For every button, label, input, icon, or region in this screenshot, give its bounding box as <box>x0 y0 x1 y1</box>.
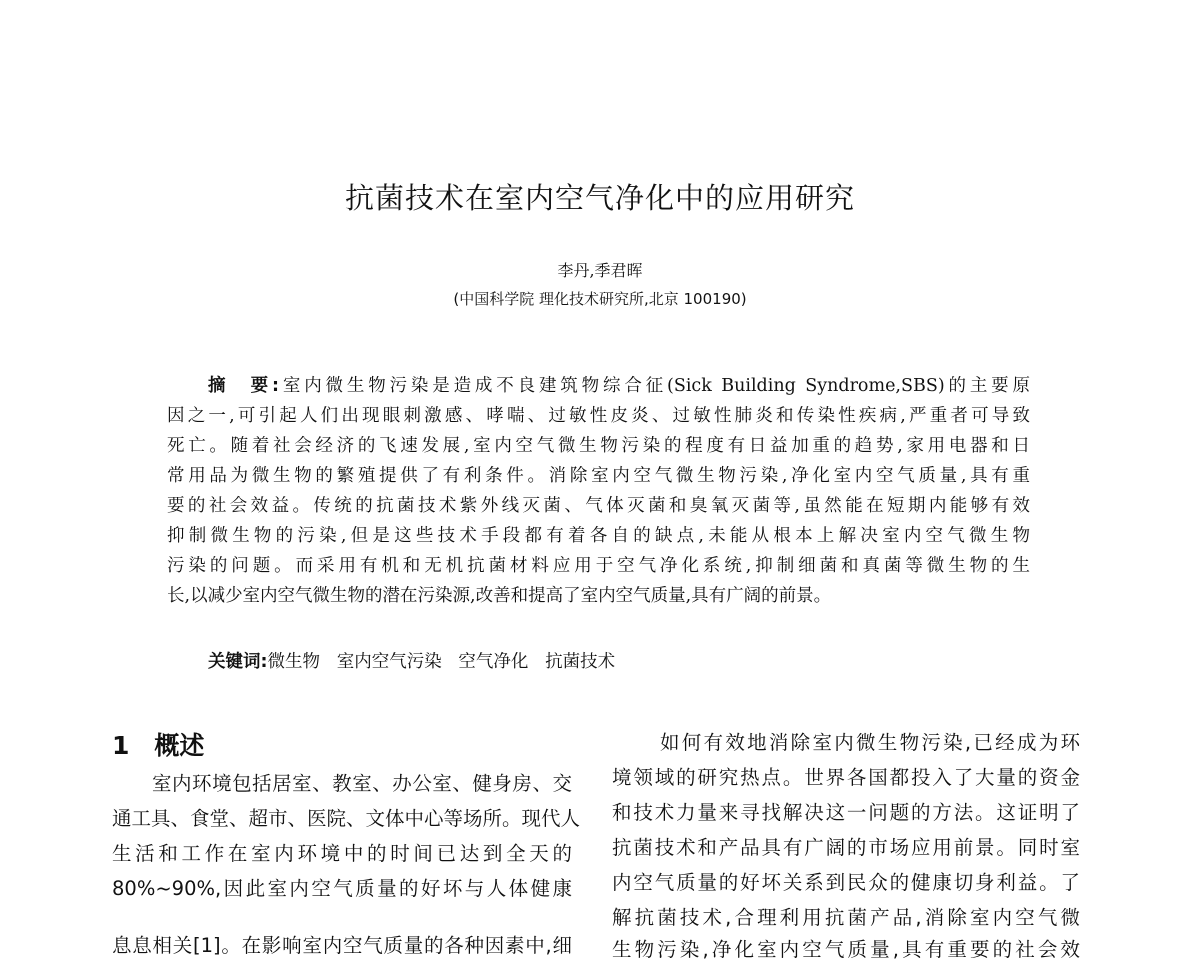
keywords-label: 关键词: <box>208 652 268 672</box>
abstract-line: 要的社会效益。传统的抗菌技术紫外线灭菌、气体灭菌和臭氧灭菌等,虽然能在短期内能够有效 <box>167 496 1030 516</box>
abstract-line: 死亡。随着社会经济的飞速发展,室内空气微生物污染的程度有日益加重的趋势,家用电器和日 <box>167 436 1030 456</box>
body-line: 内空气质量的好坏关系到民众的健康切身利益。了 <box>612 871 1080 894</box>
body-line: 抗菌技术和产品具有广阔的市场应用前景。同时室 <box>612 836 1080 859</box>
keyword: 空气净化 <box>458 652 529 672</box>
body-line: 生活和工作在室内环境中的时间已达到全天的 <box>112 842 572 865</box>
abstract-line: 长,以减少室内空气微生物的潜在污染源,改善和提高了室内空气质量,具有广阔的前景。 <box>167 586 832 606</box>
body-line: 息息相关[1]。在影响室内空气质量的各种因素中,细 <box>112 934 572 957</box>
body-line: 80%~90%,因此室内空气质量的好坏与人体健康 <box>112 877 572 900</box>
section-heading: 1 概述 <box>112 731 205 760</box>
body-line: 如何有效地消除室内微生物污染,已经成为环 <box>660 731 1080 754</box>
abstract-line: 常用品为微生物的繁殖提供了有利条件。消除室内空气微生物污染,净化室内空气质量,具有重 <box>167 466 1030 486</box>
body-line: 通工具、食堂、超市、医院、文体中心等场所。现代人 <box>112 807 581 830</box>
body-line: 室内环境包括居室、教室、办公室、健身房、交 <box>152 772 572 795</box>
body-line: 解抗菌技术,合理利用抗菌产品,消除室内空气微 <box>612 906 1080 929</box>
paper-title: 抗菌技术在室内空气净化中的应用研究 <box>344 181 855 215</box>
abstract-line: 抑制微生物的污染,但是这些技术手段都有着各自的缺点,未能从根本上解决室内空气微生物 <box>167 526 1030 546</box>
body-line: 和技术力量来寻找解决这一问题的方法。这证明了 <box>612 801 1080 824</box>
authors: 李丹,季君晖 <box>557 261 643 280</box>
body-line: 境领域的研究热点。世界各国都投入了大量的资金 <box>612 766 1080 789</box>
keyword: 抗菌技术 <box>545 652 616 672</box>
abstract-line: 污染的问题。而采用有机和无机抗菌材料应用于空气净化系统,抑制细菌和真菌等微生物的生 <box>167 556 1030 576</box>
keyword: 微生物 <box>267 652 320 672</box>
body-line: 生物污染,净化室内空气质量,具有重要的社会效 <box>612 938 1080 961</box>
abstract-label: 摘 要: <box>208 376 280 396</box>
keywords <box>208 648 615 673</box>
abstract-line: 因之一,可引起人们出现眼刺激感、哮喘、过敏性皮炎、过敏性肺炎和传染性疾病,严重者可导致 <box>167 406 1030 426</box>
affiliation: (中国科学院 理化技术研究所,北京 100190) <box>453 290 747 308</box>
abstract-line: 摘 要:室内微生物污染是造成不良建筑物综合征(Sick Building Syndrome,SBS)的主要原 <box>208 376 1031 396</box>
keyword: 室内空气污染 <box>336 652 442 672</box>
